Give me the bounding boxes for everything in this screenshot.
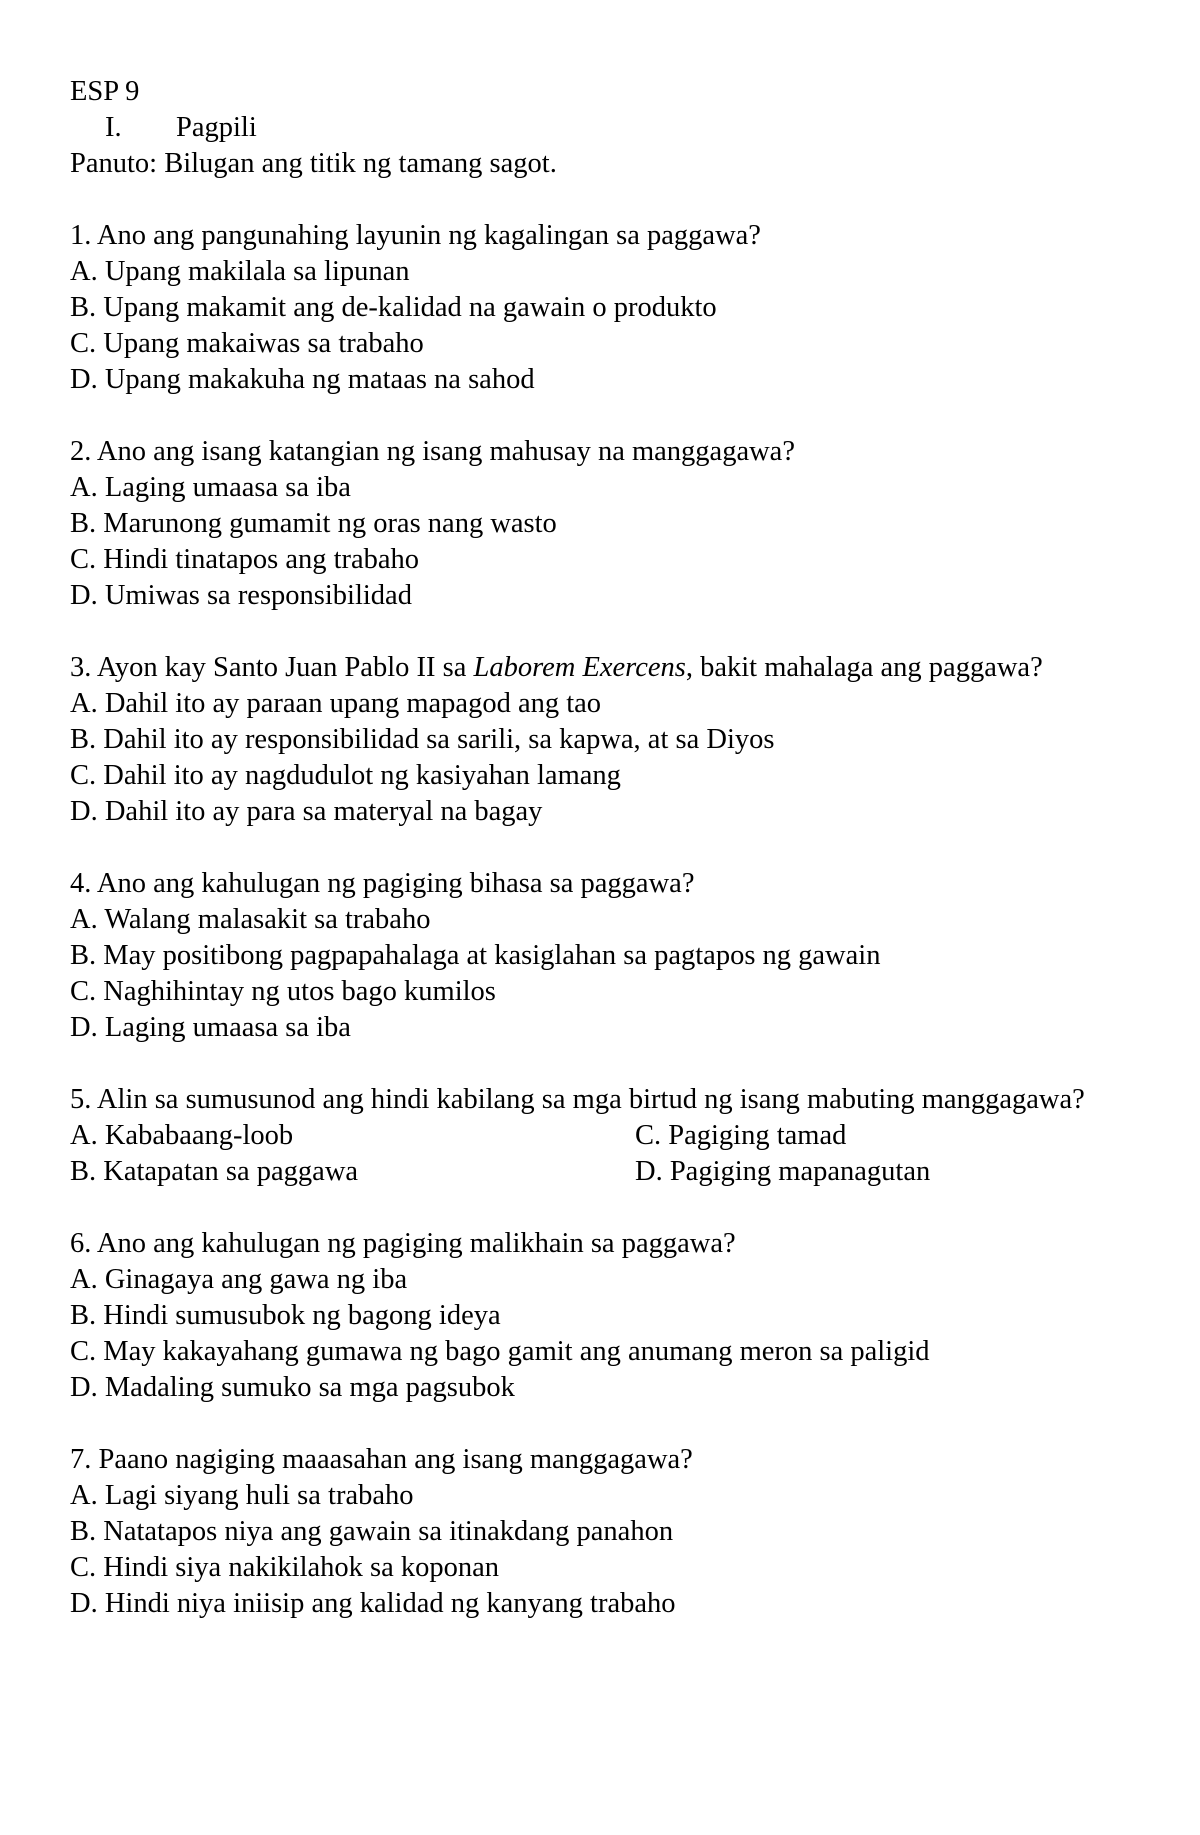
choice-d[interactable]: D. Umiwas sa responsibilidad [70,580,412,611]
choice-b[interactable]: B. May positibong pagpapahalaga at kasiglahan sa pagtapos ng gawain [70,940,881,971]
choice-b[interactable]: B. Marunong gumamit ng oras nang wasto [70,508,557,539]
section-heading [70,110,1150,146]
choice-c[interactable]: C. Naghihintay ng utos bago kumilos [70,976,496,1007]
question-5 [70,1082,1150,1190]
question-text-end: , bakit mahalaga ang paggawa? [685,652,1043,683]
encyclical-title: Laborem Exercens [473,652,686,683]
choice-a[interactable]: A. Walang malasakit sa trabaho [70,904,431,935]
choice-d[interactable]: D. Laging umaasa sa iba [70,1012,351,1043]
question-text: 4. Ano ang kahulugan ng pagiging bihasa sa paggawa? [70,868,695,899]
question-3 [70,650,1150,830]
question-text: 5. Alin sa sumusunod ang hindi kabilang sa mga birtud ng isang mabuting manggagawa? [70,1084,1085,1115]
choice-d[interactable]: D. Hindi niya iniisip ang kalidad ng kanyang trabaho [70,1588,676,1619]
question-2 [70,434,1150,614]
question-text: 1. Ano ang pangunahing layunin ng kagalingan sa paggawa? [70,220,761,251]
section-number: I. [105,112,122,143]
question-text-start: 3. Ayon kay Santo Juan Pablo II sa [70,652,474,683]
choices-row-1 [70,1118,1150,1154]
question-text [70,650,1150,686]
choice-a[interactable]: A. Laging umaasa sa iba [70,472,351,503]
question-text: 7. Paano nagiging maaasahan ang isang manggagawa? [70,1444,693,1475]
choice-c[interactable]: C. Upang makaiwas sa trabaho [70,328,424,359]
choice-d[interactable]: D. Pagiging mapanagutan [635,1156,931,1187]
document-page [70,74,1150,1622]
choice-a[interactable]: A. Dahil ito ay paraan upang mapagod ang tao [70,688,602,719]
choice-d[interactable]: D. Dahil ito ay para sa materyal na bagay [70,796,543,827]
choice-c[interactable]: C. Hindi siya nakikilahok sa koponan [70,1552,500,1583]
choices-row-2 [70,1154,1150,1190]
choice-b[interactable]: B. Hindi sumusubok ng bagong ideya [70,1300,501,1331]
question-6 [70,1226,1150,1406]
question-text: 2. Ano ang isang katangian ng isang mahusay na manggagawa? [70,436,795,467]
choice-b[interactable]: B. Katapatan sa paggawa [70,1156,359,1187]
choice-c[interactable]: C. Pagiging tamad [635,1120,847,1151]
choice-a[interactable]: A. Ginagaya ang gawa ng iba [70,1264,408,1295]
choice-c[interactable]: C. Hindi tinatapos ang trabaho [70,544,420,575]
question-text: 6. Ano ang kahulugan ng pagiging malikhain sa paggawa? [70,1228,736,1259]
subject-title: ESP 9 [70,76,140,107]
question-1 [70,218,1150,398]
choice-b[interactable]: B. Natatapos niya ang gawain sa itinakdang panahon [70,1516,674,1547]
directions: Panuto: Bilugan ang titik ng tamang sagot. [70,148,557,179]
choice-a[interactable]: A. Kababaang-loob [70,1120,294,1151]
choice-b[interactable]: B. Dahil ito ay responsibilidad sa sarili, sa kapwa, at sa Diyos [70,724,775,755]
question-4 [70,866,1150,1046]
choice-a[interactable]: A. Upang makilala sa lipunan [70,256,410,287]
choice-b[interactable]: B. Upang makamit ang de-kalidad na gawain o produkto [70,292,717,323]
choice-a[interactable]: A. Lagi siyang huli sa trabaho [70,1480,414,1511]
section-title: Pagpili [176,112,257,143]
choice-c[interactable]: C. Dahil ito ay nagdudulot ng kasiyahan lamang [70,760,621,791]
choice-d[interactable]: D. Upang makakuha ng mataas na sahod [70,364,535,395]
question-7 [70,1442,1150,1622]
choice-c[interactable]: C. May kakayahang gumawa ng bago gamit ang anumang meron sa paligid [70,1336,930,1367]
choice-d[interactable]: D. Madaling sumuko sa mga pagsubok [70,1372,515,1403]
